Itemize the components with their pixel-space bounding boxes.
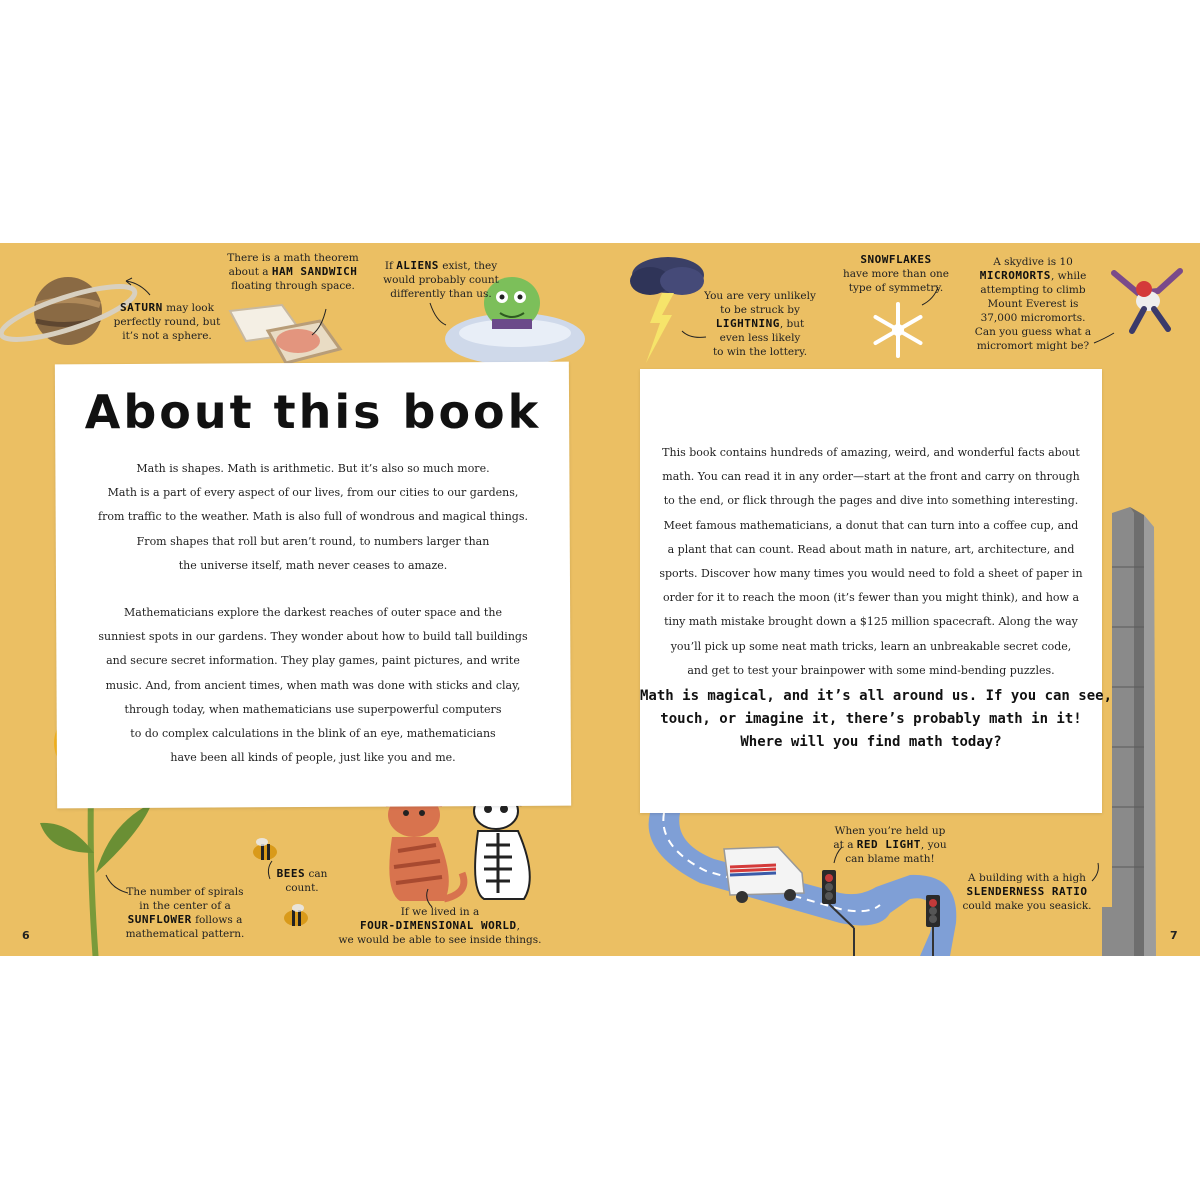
book-description-paragraph (640, 441, 1102, 683)
intro-paragraph-line: Math is a part of every aspect of our lives, from our cities to our gardens, (107, 486, 519, 500)
mathematicians-paragraph (56, 601, 570, 770)
mathematicians-paragraph-line: music. And, from ancient times, when math was done with sticks and clay, (105, 678, 521, 692)
keyword-aliens: ALIENS (396, 259, 439, 272)
bee-icon (278, 903, 314, 931)
book-description-line: tiny math mistake brought down a $125 million spacecraft. Along the way (664, 615, 1078, 629)
fact-ham-sandwich: There is a math theorem about a HAM SANDWICH floating through space. (227, 252, 359, 292)
fact-bees: BEES can count. (276, 867, 328, 894)
fact-snowflakes: SNOWFLAKES have more than one type of symmetry. (836, 253, 956, 295)
intro-paragraph-line: the universe itself, math never ceases to amaze. (178, 558, 448, 572)
book-description-line: Meet famous mathematicians, a donut that can turn into a coffee cup, and (663, 518, 1079, 532)
traffic-light-icon (818, 868, 858, 956)
page-title: About this book (84, 385, 542, 439)
callout-line: touch, or imagine it, there’s probably math in it! (660, 711, 1082, 727)
skydiver-icon (1104, 263, 1188, 339)
book-description-line: a plant that can count. Read about math in nature, art, architecture, and (667, 542, 1075, 556)
keyword-four-dimensional-world: FOUR-DIMENSIONAL WORLD (359, 919, 517, 932)
keyword-snowflakes: SNOWFLAKES (860, 253, 932, 266)
keyword-red-light: RED LIGHT (856, 838, 921, 851)
book-description-line: order for it to reach the moon (it’s fewer than you might think), and how a (662, 591, 1080, 605)
book-spread (0, 243, 1200, 956)
book-description-line: math. You can read it in any order—start at the front and carry on through (662, 470, 1080, 484)
book-description-line: you’ll pick up some neat math tricks, learn an unbreakable secret code, (670, 639, 1072, 653)
book-description-line: This book contains hundreds of amazing, weird, and wonderful facts about (662, 446, 1080, 459)
keyword-lightning: LIGHTNING (715, 317, 780, 330)
storm-cloud-lightning-icon (628, 253, 708, 383)
snowflake-icon (868, 300, 928, 360)
ham-sandwich-icon (224, 301, 354, 371)
fact-saturn: SATURN may look perfectly round, but it’s not a sphere. (113, 301, 221, 342)
keyword-ham-sandwich: HAM SANDWICH (271, 265, 358, 278)
fact-skydive: A skydive is 10 MICROMORTS, while attempting to climb Mount Everest is 37,000 micromorts. Can you guess what a micromort might be? (974, 256, 1092, 352)
callout-line: Math is magical, and it’s all around us. If you can see, (640, 688, 1113, 704)
book-description-line: sports. Discover how many times you would need to fold a sheet of paper in (659, 567, 1083, 581)
keyword-sunflower: SUNFLOWER (127, 913, 192, 926)
keyword-bees: BEES (276, 867, 306, 880)
keyword-saturn: SATURN (120, 301, 163, 314)
intro-paragraph (56, 457, 570, 578)
intro-paragraph-line: From shapes that roll but aren’t round, to numbers larger than (136, 534, 490, 548)
fact-slenderness-ratio: A building with a high SLENDERNESS RATIO could make you seasick. (960, 871, 1094, 913)
mathematicians-paragraph-line: to do complex calculations in the blink of an eye, mathematicians (130, 727, 496, 741)
mathematicians-paragraph-line: and secure secret information. They play games, paint pictures, and write (106, 654, 520, 668)
fact-lightning: You are very unlikely to be struck by LIGHTNING, but even less likely to win the lottery. (704, 290, 816, 358)
mathematicians-paragraph-line: have been all kinds of people, just like you and me. (170, 751, 456, 765)
traffic-light-icon (922, 893, 952, 956)
page-number-right: 7 (1170, 929, 1178, 942)
mail-van-icon (720, 843, 806, 905)
fact-red-light: When you’re held up at a RED LIGHT, you can blame math! (833, 825, 947, 865)
callout-line: Where will you find math today? (740, 734, 1002, 750)
page-number-left: 6 (22, 929, 30, 942)
bee-icon (248, 838, 282, 864)
keyword-slenderness-ratio: SLENDERNESS RATIO (966, 885, 1088, 898)
intro-paragraph-line: Math is shapes. Math is arithmetic. But it’s also so much more. (136, 462, 490, 475)
mathematicians-paragraph-line: sunniest spots in our gardens. They wonder about how to build tall buildings (98, 630, 528, 644)
mathematicians-paragraph-line: through today, when mathematicians use superpowerful computers (124, 702, 502, 716)
fact-four-dimensional: If we lived in a FOUR-DIMENSIONAL WORLD, we would be able to see inside things. (338, 906, 542, 946)
skyscraper-icon (1098, 507, 1164, 956)
keyword-micromorts: MICROMORTS (979, 269, 1051, 282)
mathematicians-paragraph-line: Mathematicians explore the darkest reaches of outer space and the (124, 606, 502, 619)
intro-paragraph-line: from traffic to the weather. Math is also full of wondrous and magical things. (98, 510, 528, 524)
book-description-line: and get to test your brainpower with some mind-bending puzzles. (687, 663, 1055, 677)
fact-aliens: If ALIENS exist, they would probably count differently than us. (383, 259, 499, 300)
fact-sunflower: The number of spirals in the center of a SUNFLOWER follows a mathematical pattern. (125, 886, 245, 940)
book-description-line: to the end, or flick through the pages and dive into something interesting. (663, 494, 1079, 508)
closing-callout (640, 685, 1113, 754)
